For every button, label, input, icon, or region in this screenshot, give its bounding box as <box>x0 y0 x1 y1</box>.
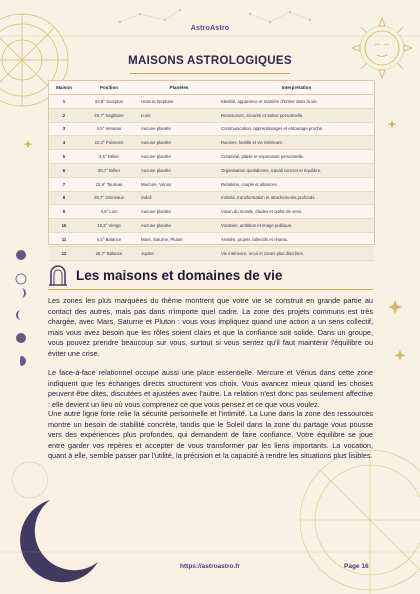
page-number: Page 16 <box>344 563 369 570</box>
paragraph <box>48 368 373 410</box>
cell-position: 28,7° Sagittaire <box>79 108 139 122</box>
cell-maison: 7 <box>49 177 79 191</box>
cell-maison: 11 <box>49 232 79 246</box>
cell-position: 28,7° Bélier <box>79 163 139 177</box>
table-row <box>49 219 374 233</box>
table-row <box>49 163 374 177</box>
temple-icon <box>48 264 68 286</box>
table-row <box>49 122 374 136</box>
table-row <box>49 191 374 205</box>
cell-planetes: Soleil <box>139 191 219 205</box>
cell-interpretation: Vocation, ambition et image publique. <box>219 219 374 233</box>
cell-position: 28,7° Gémeaux <box>79 191 139 205</box>
section-title: Les maisons et domaines de vie <box>76 267 283 283</box>
cell-maison: 10 <box>49 219 79 233</box>
bottom-wheel-icon <box>300 450 420 594</box>
cell-planetes: Mars, Saturne, Pluton <box>139 232 219 246</box>
cell-planetes: Aucune planète <box>139 163 219 177</box>
cell-interpretation: Vie intérieure, recul et zones plus discrètes. <box>219 246 374 260</box>
cell-interpretation: Racines, famille et vie intérieure. <box>219 136 374 150</box>
moon-phases-icon <box>16 250 26 366</box>
cell-interpretation: Communication, apprentissages et entourage proche. <box>219 122 374 136</box>
cell-maison: 2 <box>49 108 79 122</box>
table-row <box>49 246 374 260</box>
table-row <box>49 150 374 164</box>
table-row <box>49 108 374 122</box>
paragraph-text: Le face-à-face relationnel occupe aussi une place essentielle. Mercure et Vénus dans cette zone indiquent que les échanges directs structurent vos choix. Vous avancez mieux quand les choses peuvent être dites, discutées et ajustées avec l'autre. La relation n'est donc pas seulement affective : elle devient un lieu où vous comprenez ce que vous pensez et ce que vous voulez. <box>48 368 373 409</box>
cell-planetes: Aucune planète <box>139 219 219 233</box>
cell-position: 4,5° Bélier <box>79 150 139 164</box>
cell-position: 4,5° Balance <box>79 232 139 246</box>
cell-planetes: Aucune planète <box>139 122 219 136</box>
page-title: MAISONS ASTROLOGIQUES <box>128 55 292 67</box>
constellation-icon <box>119 9 311 23</box>
cell-maison: 1 <box>49 95 79 109</box>
cell-position: 4,5° Lion <box>79 205 139 219</box>
cell-maison: 3 <box>49 122 79 136</box>
paragraph <box>48 296 373 360</box>
cell-maison: 6 <box>49 163 79 177</box>
cell-interpretation: Amitiés, projets collectifs et réseau. <box>219 232 374 246</box>
table-header-row <box>49 81 374 95</box>
cell-position: 10,3° Poissons <box>79 136 139 150</box>
houses-table <box>48 80 375 256</box>
section-underline <box>48 289 373 290</box>
table-row <box>49 232 374 246</box>
table-row <box>49 205 374 219</box>
table-row <box>49 136 374 150</box>
paragraph-text: Une autre ligne forte relie la sécurité personnelle et l'intimité. La Lune dans la zone des ressources montre un besoin de stabilité concrète, tandis que le Soleil dans la zone du partage vous pousse vers des expériences plus profondes, qui demandent de faire confiance. Votre équilibre se joue entre garder vos repères et accepter de vous transformer par les liens importants. La vocation, quant à elle, semble passer par l'utilité, la précision et la capacité à rendre les situations plus lisibles. <box>48 409 373 461</box>
paragraph <box>48 409 373 462</box>
cell-planetes: Mercure, Vénus <box>139 177 219 191</box>
cell-position: 4,5° Verseau <box>79 122 139 136</box>
cell-maison: 9 <box>49 205 79 219</box>
title-underline <box>130 73 290 74</box>
cell-planetes: Lune <box>139 108 219 122</box>
cell-planetes: Aucune planète <box>139 150 219 164</box>
cell-planetes: Aucune planète <box>139 205 219 219</box>
cell-interpretation: Vision du monde, études et quête de sens. <box>219 205 374 219</box>
brand-name: AstroAstro <box>190 25 230 32</box>
cell-interpretation: Intimité, transformation et attachements profonds. <box>219 191 374 205</box>
cell-position: 28,7° Balance <box>79 246 139 260</box>
cell-planetes: Jupiter <box>139 246 219 260</box>
header-maison: Maison <box>49 81 79 95</box>
cell-interpretation: Organisation quotidienne, travail concret et équilibre. <box>219 163 374 177</box>
footer-url-link[interactable]: https://astroastro.fr <box>180 563 240 570</box>
cell-maison: 4 <box>49 136 79 150</box>
table-row <box>49 177 374 191</box>
cell-planetes: Uranus, Neptune <box>139 95 219 109</box>
table-row <box>49 95 374 109</box>
cell-interpretation: Créativité, plaisir et expression personnelle. <box>219 150 374 164</box>
cell-position: 22,9° Taureau <box>79 177 139 191</box>
header-position: Position <box>79 81 139 95</box>
header-planetes: Planètes <box>139 81 219 95</box>
cell-interpretation: Ressources, sécurité et valeur personnelle. <box>219 108 374 122</box>
cell-position: 22,9° Scorpion <box>79 95 139 109</box>
paragraph-text: Les zones les plus marquées du thème montrent que votre vie se construit en grande partie au contact des autres, mais pas dans n'importe quel cadre. La zone des projets communs est très chargée, avec Mars, Saturne et Pluton : vous vous impliquez quand une action a un sens collectif, mais vous avez besoin que les rôles soient clairs et que la confiance soit solide. Dans un groupe, vous pouvez prendre beaucoup sur vous, surtout si vous sentez qu'il faut maintenir l'équilibre ou éviter une crise. <box>48 296 373 358</box>
cell-maison: 12 <box>49 246 79 260</box>
cell-maison: 5 <box>49 150 79 164</box>
cell-interpretation: Relations, couple et alliances. <box>219 177 374 191</box>
cell-interpretation: Identité, apparence et manière d'entrer dans la vie. <box>219 95 374 109</box>
cell-planetes: Aucune planète <box>139 136 219 150</box>
cell-maison: 8 <box>49 191 79 205</box>
section-header <box>48 264 282 286</box>
header-interpretation: Interprétation <box>219 81 374 95</box>
cell-position: 10,3° Vierge <box>79 219 139 233</box>
